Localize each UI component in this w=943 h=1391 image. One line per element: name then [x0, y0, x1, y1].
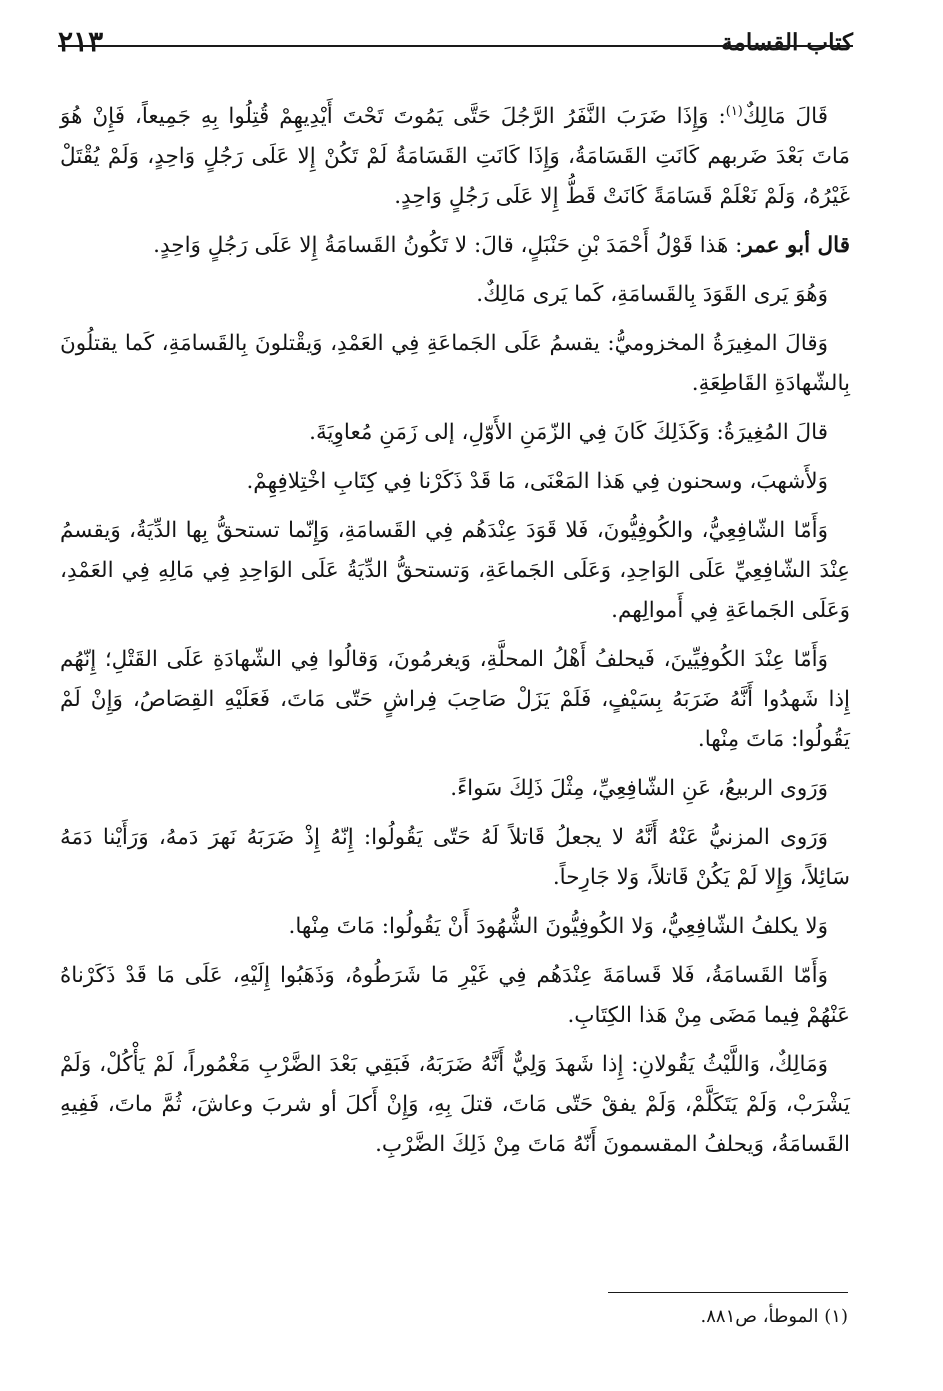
paragraph-text: وَقالَ المغِيرَةُ المخزوميُّ: يقسمُ عَلَى الجَماعَةِ فِي العَمْدِ، وَيقْتلونَ بِالقَسامَةِ، كَما يقتلُونَ بِالشّهادَةِ القَاطِعَةِ. [60, 331, 850, 397]
footnote: (١) الموطأ، ص٨٨١. [700, 1306, 848, 1327]
paragraph-10 [60, 818, 850, 898]
paragraph-text: وَلأَشهبَ، وسحنون فِي هَذا المَعْنَى، مَا قَدْ ذَكَرْنا فِي كِتَابِ اخْتِلافِهِمْ. [246, 469, 828, 495]
paragraph-text: وَرَوى الربيعُ، عَنِ الشّافِعِيِّ، مِثْلَ ذَلِكَ سَواءً. [450, 776, 828, 802]
paragraph-text: وَهُوَ يَرى القَوَدَ بِالقَسامَةِ، كَما يَرى مَالِكٌ. [476, 282, 828, 308]
paragraph-1 [60, 92, 850, 217]
page-number: ٢١٣ [58, 25, 104, 58]
paragraph-3 [60, 275, 850, 315]
paragraph-12 [60, 956, 850, 1036]
page-header [58, 22, 853, 64]
paragraph-8 [60, 640, 850, 760]
running-title: كتاب القسامة [721, 29, 853, 56]
speaker-lead: قال أبو عمر [742, 233, 850, 259]
paragraph-6 [60, 462, 850, 502]
paragraph-5 [60, 413, 850, 453]
paragraph-text: وَلا يكلفُ الشّافِعِيُّ، وَلا الكُوفِيُّونَ الشُّهُودَ أَنْ يَقُولُوا: مَاتَ مِنْها. [288, 914, 828, 940]
paragraph-text: قَالَ مَالِكٌ [742, 104, 828, 130]
paragraph-11 [60, 907, 850, 947]
paragraph-text: وَأَمّا القَسامَةُ، فَلا قَسامَةَ عِنْدَهُم فِي غَيْرِ مَا شَرَطُوهُ، وَذَهَبُوا إِلَيْهِ، عَلَى مَا قَدْ ذَكَرْناهُ عَنْهُمْ فِيما مَضَى مِنْ هَذا الكِتَابِ. [60, 963, 850, 1029]
footnote-marker[interactable]: (١) [725, 104, 743, 119]
paragraph-text: : وَإِذَا ضَرَبَ النَّفَرُ الرَّجُلَ حَتَّى يَمُوتَ تَحْتَ أَيْدِيهِمْ قُتِلُوا بِهِ جَمِيعاً، فَإِنْ هُوَ مَاتَ بَعْدَ ضَربهم كَانَتِ القَسَامَةُ، وَإِذَا كَانَتِ القَسَامَةُ لَمْ تَكُنْ إِلا عَلَى رَجُلٍ وَاحِدٍ، وَلَمْ يُقْتَلْ غَيْرُهُ، وَلَمْ نَعْلَمْ قَسَامَةً كَانَتْ قَطُّ إِلا عَلَى رَجُلٍ وَاحِدٍ. [60, 104, 850, 210]
paragraph-13 [60, 1045, 850, 1165]
paragraph-9 [60, 769, 850, 809]
paragraph-2 [60, 226, 850, 266]
header-rule [58, 45, 853, 47]
paragraph-4 [60, 324, 850, 404]
paragraph-text: وَأَمّا الشّافِعِيُّ، والكُوفِيُّونَ، فَلا قَوَدَ عِنْدَهُم فِي القَسامَةِ، وَإِنّما تستحقُّ بِها الدِّيَةُ، وَيقسمُ عِنْدَ الشّافِعِيِّ عَلَى الوَاحِدِ، وَعَلَى الجَماعَةِ، وَتستحقُّ الدِّيَةُ عَلَى الوَاحِدِ فِي مَالِهِ فِي العَمْدِ، وَعَلَى الجَماعَةِ فِي أَموالِهم. [60, 518, 850, 624]
paragraph-text: وَأَمّا عِنْدَ الكُوفِيِّينَ، فَيحلفُ أَهْلُ المحلَّةِ، وَيغرمُونَ، وَقالُوا فِي الشّهادَةِ عَلَى القَتْلِ؛ إِنّهُم إِذا شَهدُوا أَنَّهُ ضَرَبَهُ بِسَيْفٍ، فَلَمْ يَزَلْ صَاحِبَ فِراشٍ حَتّى مَاتَ، فَعَلَيْهِ القِصَاصُ، وَإِنْ لَمْ يَقُولُوا: مَاتَ مِنْها. [60, 647, 850, 753]
paragraph-text: وَمَالِكٌ، وَاللَّيْثُ يَقُولانِ: إِذا شَهدَ وَلِيٌّ أَنَّهُ ضَرَبَهُ، فَبَقِي بَعْدَ الضَّرْبِ مَغْمُوراً، لَمْ يَأْكُلْ، وَلَمْ يَشْرَبْ، وَلَمْ يَتَكَلَّمْ، وَلَمْ يفقْ حَتّى مَاتَ، قتلَ بِهِ، وَإِنْ أَكلَ أو شربَ وعاشَ، ثُمَّ ماتَ، فَفِيهِ القَسامَةُ، وَيحلفُ المقسمونَ أَنّهُ مَاتَ مِنْ ذَلِكَ الضَّرْبِ. [60, 1052, 850, 1158]
paragraph-text: قالَ المُغِيرَةُ: وَكَذَلِكَ كَانَ فِي الزّمَنِ الأَوّلِ، إلى زَمَنِ مُعاوِيَةَ. [309, 420, 828, 446]
footnote-separator [608, 1292, 848, 1293]
main-text [60, 92, 850, 1174]
paragraph-7 [60, 511, 850, 631]
paragraph-text: : هَذا قَوْلُ أَحْمَدَ بْنِ حَنْبَلٍ، قالَ: لا تَكُونُ القَسامَةُ إِلا عَلَى رَجُلٍ وَاحِدٍ. [153, 233, 743, 259]
paragraph-text: وَرَوى المزنيُّ عَنْهُ أَنَّهُ لا يجعلُ قَاتلاً لَهُ حَتّى يَقُولُوا: إِنّهُ إِذْ ضَرَبَهُ نَهرَ دَمهُ، وَرَأَيْنا دَمَهُ سَائِلاً، وَإِلا لَمْ يَكُنْ قَاتلاً، وَلا جَارِحاً. [60, 825, 850, 891]
